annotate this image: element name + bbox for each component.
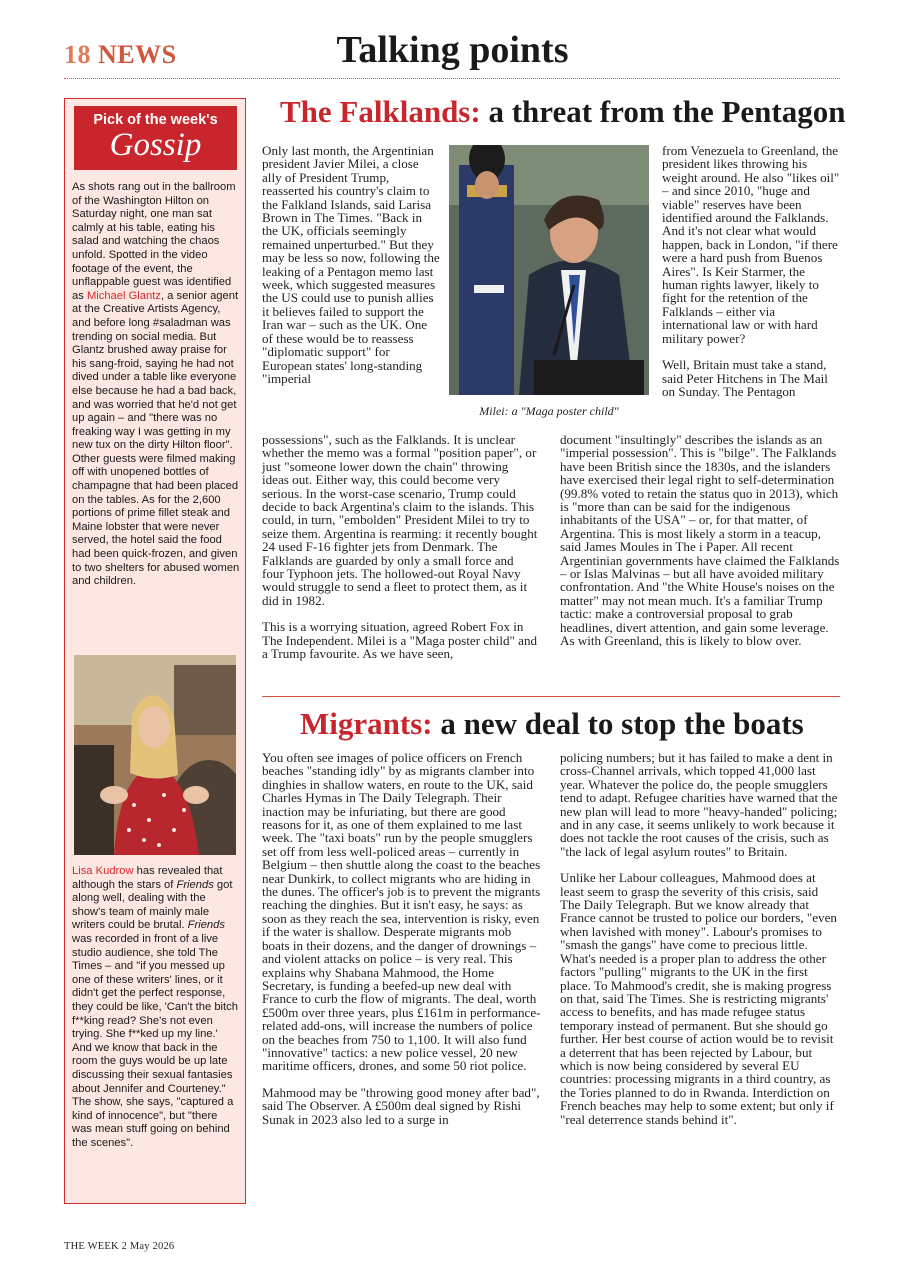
kudrow-photo-image (74, 655, 236, 855)
page-number: 18 (64, 40, 91, 69)
gossip-name-kudrow: Lisa Kudrow (72, 865, 134, 877)
milei-photo-caption: Milei: a "Maga poster child" (479, 404, 619, 418)
gossip-kicker: Pick of the week's (93, 112, 218, 128)
gossip-item-1: As shots rang out in the ballroom of the Washington Hilton on Saturday night, one man sat calmly at his table, eating his salad and watching the chaos unfold. Spotted in the video footage of the event, the unflappable guest was identified as Michael Glantz, a senior agent at the Creative Artists Agency, and before long #saladman was trending on social media. But Glantz brushed away praise for his sang-froid, saying he had not dived under a table like everyone else because he had a bad back, and was worried that he'd not get up again – and "there was no freaking way I was getting in my new tux on the dirty Hilton floor". Other guests were filmed making off with unopened bottles of champagne that had been placed on the tables. As for the 2,600 portions of prime fillet steak and Maine lobster that were never served, the hotel said the food had been quick-frozen, and given to two shelters for abused women and children. (72, 181, 240, 588)
page-footer: THE WEEK 2 May 2026 (64, 1241, 175, 1252)
gossip-name-link: Michael Glantz (86, 289, 161, 302)
gossip-title-box (74, 106, 237, 170)
falklands-col3-top: from Venezuela to Greenland, the president likes throwing his weight around. He also "likes oil" – and since 2010, "huge and viable" reserves have been identified around the Falklands. And it's not clear what would happen, back in London, "if there were a hard push from Buenos Aires". Is Keir Starmer, the human rights lawyer, likely to fight for the retention of the Falklands – either via international law or with hard military power? Well, Britain must take a stand, said Peter Hitchens in The Mail on Sunday. The Pentagon (662, 143, 840, 399)
gossip-title: Gossip (109, 127, 202, 163)
gossip-sidebar (64, 98, 246, 1204)
migrants-col2: policing numbers; but it has failed to make a dent in cross-Channel arrivals, which topped 41,000 last year. Whatever the police do, the people smugglers tend to adapt. Refugee charities have warned that the new plan will lead to more "heavy-handed" policing; and in any case, it seems unlikely to work because it does not tackle the root causes of the crisis, such as "the lack of legal asylum routes" to Britain. Unlike her Labour colleagues, Mahmood does at least seem to grasp the severity of this crisis, said The Daily Telegraph. But we know already that France cannot be trusted to police our borders, "even when lavished with money". Labour's promises to "smash the gangs" have come to precious little. What's needed is a proper plan to address the other factors "pulling" migrants to the UK in the first place. To Mahmood's credit, she is making progress on that, said The Times. She is restricting migrants' access to benefits, and has made refugee status temporary instead of permanent. But she should go further. Her best course of action would be to revisit a deterrent that has been rejected by Labour, but which is now being considered by several EU countries: processing migrants in a third country, as the Tories planned to do in Rwanda. Interdiction on French beaches may help to some extent; but only if "real deterrence stands behind it". (560, 750, 838, 1127)
article-divider (262, 696, 840, 697)
header-divider (64, 78, 840, 79)
section-name: NEWS (98, 40, 177, 69)
migrants-col1: You often see images of police officers on French beaches "standing idly" by as migrants clamber into dinghies in shallow waters, en route to the UK, said Charles Hymas in The Daily Telegraph. Their inaction may be infuriating, but there are good reasons for it, as one of them explained to me last week. The "taxi boats" run by the people smugglers set off from less well-policed areas – currently in Belgium – then shuttle along the coast to the beaches near Dunkirk, to collect migrants who are hiding in the dunes. The officer's job is to prevent the migrants reaching the dinghies. But it isn't easy, he says: as soon as they reach the sea, intervention is risky, even if the water is shallow. Desperate migrants mob boats in their dozens, and the danger of drownings – and violent attacks on police – is very real. This explains why Shabana Mahmood, the Home Secretary, is funding a beefed-up new deal with France to curb the flow of migrants. The deal, worth £500m over three years, plus £161m in performance-related add-ons, will increase the numbers of police on the beaches from 750 to 1,100. It will also fund "innovative" tactics: a new police vessel, 20 new maritime officers, drones, and some 50 riot police. Mahmood may be "throwing good money after bad", said The Observer. A £500m deal signed by Rishi Sunak in 2023 also led to a surge in (262, 750, 541, 1127)
gossip-photo (74, 655, 236, 855)
gossip-item-2: Lisa Kudrow has revealed that although the stars of Friends got along well, dealing with the show's team of mainly male writers could be brutal. Friends was recorded in front of a live studio audience, she told The Times – and "if you messed up one of these writers' lines, or it didn't get the perfect response, they could be like, 'Can't the bitch f**king read? She's not even trying. She f**ked up my line.' And we know that back in the room the guys would be up late discussing their sexual fantasies about Jennifer and Courteney." The show, she says, "captured a kind of innocence", but "there was mean stuff going on behind the scenes". (72, 865, 238, 1149)
page-title: Talking points (336, 29, 569, 71)
falklands-col1-top: Only last month, the Argentinian president Javier Milei, a close ally of President Trump, reasserted his country's claim to the Falkland Islands, said Larisa Brown in The Times. "Back in the UK, officials seemingly remained unperturbed." But they may be less so now, following the leaking of a Pentagon memo last week, which suggested measures the US could use to punish allies it believes failed to support the Iran war – such as the UK. One of these would be to reassess "diplomatic support" for European states' long-standing "imperial (262, 143, 440, 386)
milei-photo-image (449, 145, 649, 395)
migrants-headline: Migrants: a new deal to stop the boats (300, 706, 804, 741)
falklands-col1-wide: possessions", such as the Falklands. It is unclear whether the memo was a formal "position paper", or just "someone lower down the chain" throwing ideas out. Either way, this could become very serious. In the worst-case scenario, Trump could decide to back Argentina's claim to the islands. This could, in turn, "embolden" President Milei to try to seize them. Argentina is rearming: it recently bought 24 used F-16 fighter jets from Denmark. The Falklands are guarded by only a small force and four Typhoon jets. The hollowed-out Royal Navy would struggle to send a fleet to protect them, as it did in 1982. This is a worrying situation, agreed Robert Fox in The Independent. Milei is a "Maga poster child" and a Trump favourite. As we have seen, (262, 432, 538, 662)
milei-photo (449, 145, 649, 395)
falklands-headline: The Falklands: a threat from the Pentagon (280, 94, 846, 129)
falklands-col3-wide: document "insultingly" describes the islands as an "imperial possession". This is "bilge". The Falklands have been British since the 1830s, and the islanders have exercised their legal right to self-determination (99.8% voted to retain the status quo in 2013), which is "more than can be said for the indigenous inhabitants of the USA" – or, for that matter, of Argentina. This is most likely a storm in a teacup, said James Moules in The i Paper. All recent Argentinian governments have claimed the Falklands – or Islas Malvinas – but all have avoided military confrontation. And "the White House's noises on the matter" may not mean much. It's a familiar Trump tactic: make a controversial proposal to grab headlines, divert attention, and gain some leverage. As with Greenland, this is likely to blow over. (560, 432, 840, 649)
